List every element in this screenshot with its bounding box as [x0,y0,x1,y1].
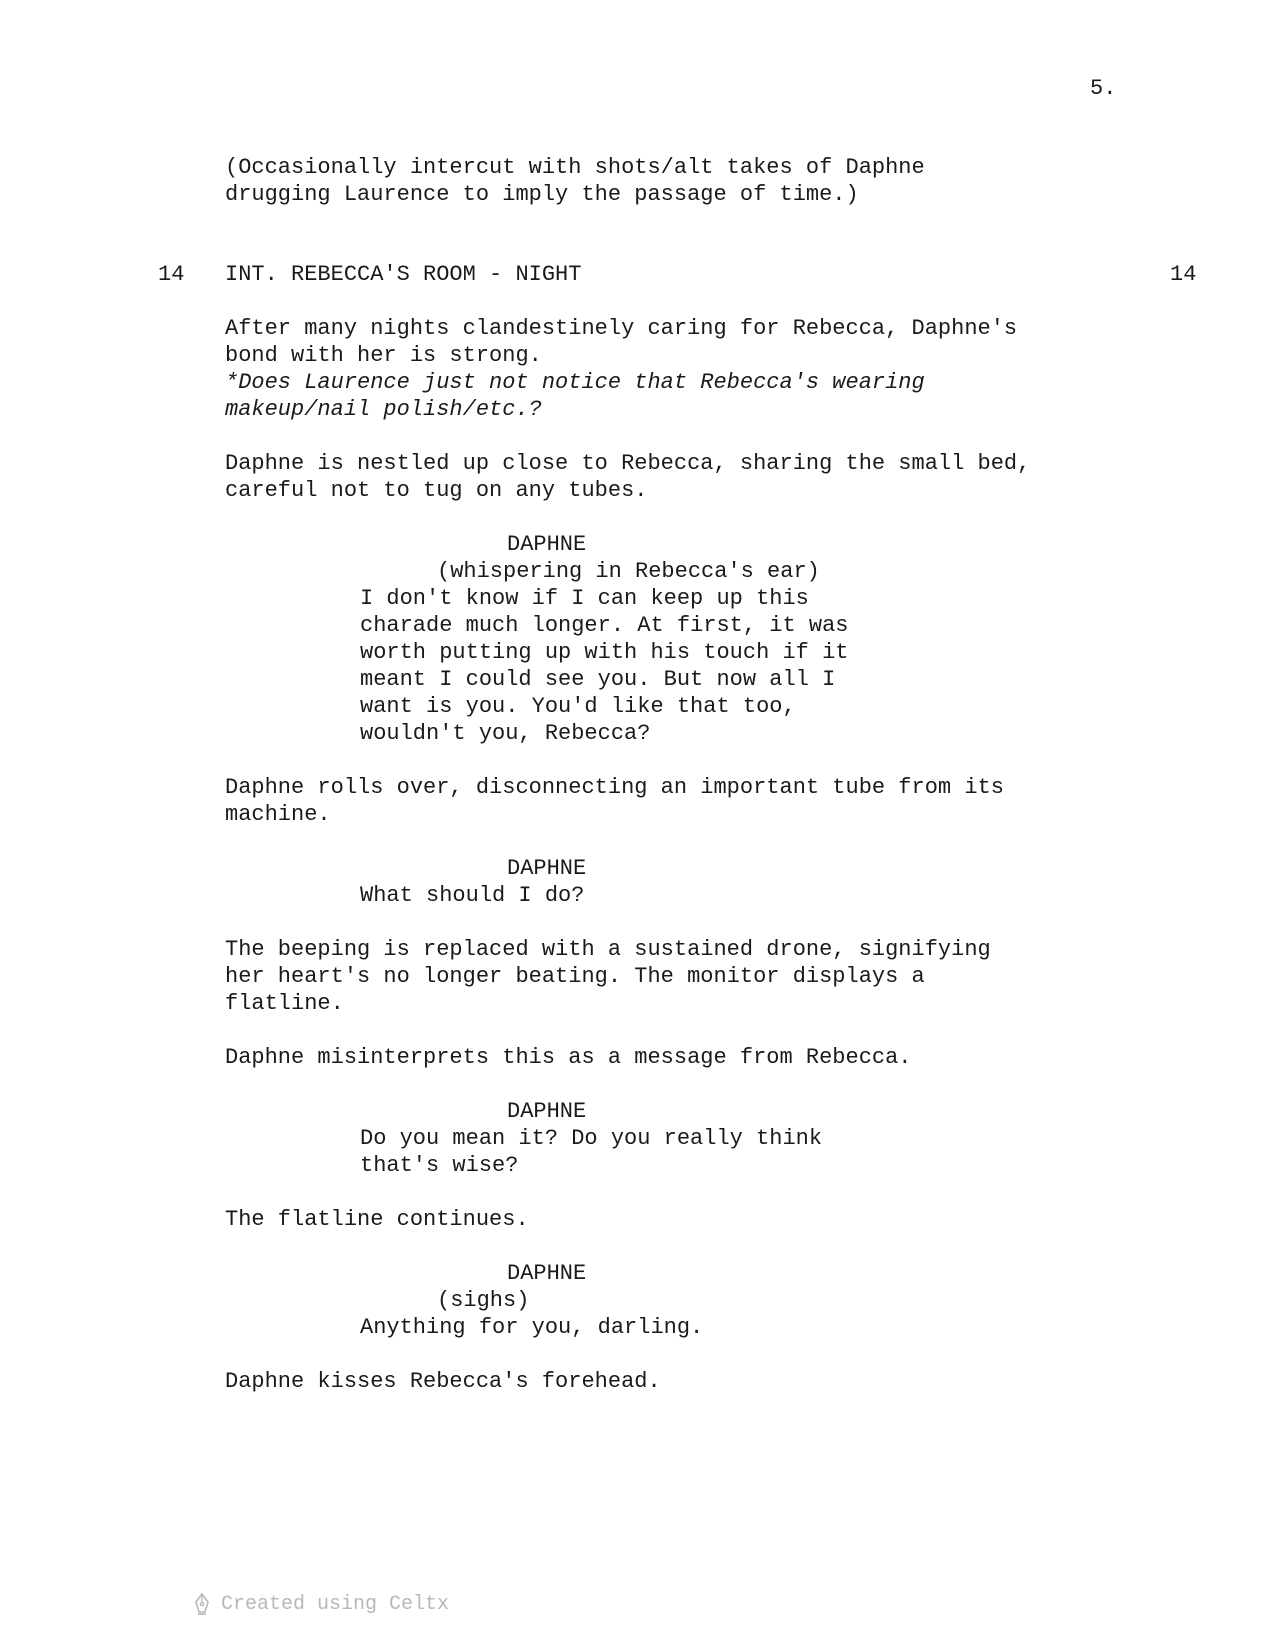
dialogue-line: Anything for you, darling. [360,1315,704,1340]
dialogue-line: What should I do? [360,883,585,908]
parenthetical: (sighs) [437,1288,530,1313]
action-line: Daphne kisses Rebecca's forehead. [225,1369,661,1394]
dialogue-line: want is you. You'd like that too, [360,694,796,719]
action-line: drugging Laurence to imply the passage of time.) [225,182,859,207]
footer-watermark [193,1592,449,1616]
action-line: careful not to tug on any tubes. [225,478,648,503]
footer-text: Created using Celtx [221,1592,450,1616]
dialogue-line: that's wise? [360,1153,519,1178]
dialogue-line: meant I could see you. But now all I [360,667,836,692]
action-line: After many nights clandestinely caring for Rebecca, Daphne's [225,316,1018,341]
scene-heading: INT. REBECCA'S ROOM - NIGHT [225,262,582,287]
parenthetical: (whispering in Rebecca's ear) [437,559,820,584]
dialogue-line: I don't know if I can keep up this [360,586,809,611]
action-line: Daphne misinterprets this as a message from Rebecca. [225,1045,912,1070]
action-line: The beeping is replaced with a sustained drone, signifying [225,937,991,962]
dialogue-line: worth putting up with his touch if it [360,640,849,665]
scene-number-right: 14 [1170,262,1197,287]
action-note: makeup/nail polish/etc.? [225,397,542,422]
character-name: DAPHNE [507,1099,587,1124]
character-name: DAPHNE [507,856,587,881]
dialogue-line: Do you mean it? Do you really think [360,1126,823,1151]
action-line: Daphne is nestled up close to Rebecca, sharing the small bed, [225,451,1031,476]
action-line: Daphne rolls over, disconnecting an important tube from its [225,775,1004,800]
action-line: bond with her is strong. [225,343,542,368]
action-line: machine. [225,802,331,827]
action-note: *Does Laurence just not notice that Rebecca's wearing [225,370,925,395]
action-line: her heart's no longer beating. The monitor displays a [225,964,925,989]
page-number: 5. [1090,76,1117,101]
dialogue-line: wouldn't you, Rebecca? [360,721,651,746]
action-line: (Occasionally intercut with shots/alt takes of Daphne [225,155,925,180]
scene-number-left: 14 [158,262,185,287]
action-line: flatline. [225,991,344,1016]
character-name: DAPHNE [507,532,587,557]
pen-nib-icon [193,1592,211,1616]
action-line: The flatline continues. [225,1207,529,1232]
dialogue-line: charade much longer. At first, it was [360,613,849,638]
character-name: DAPHNE [507,1261,587,1286]
